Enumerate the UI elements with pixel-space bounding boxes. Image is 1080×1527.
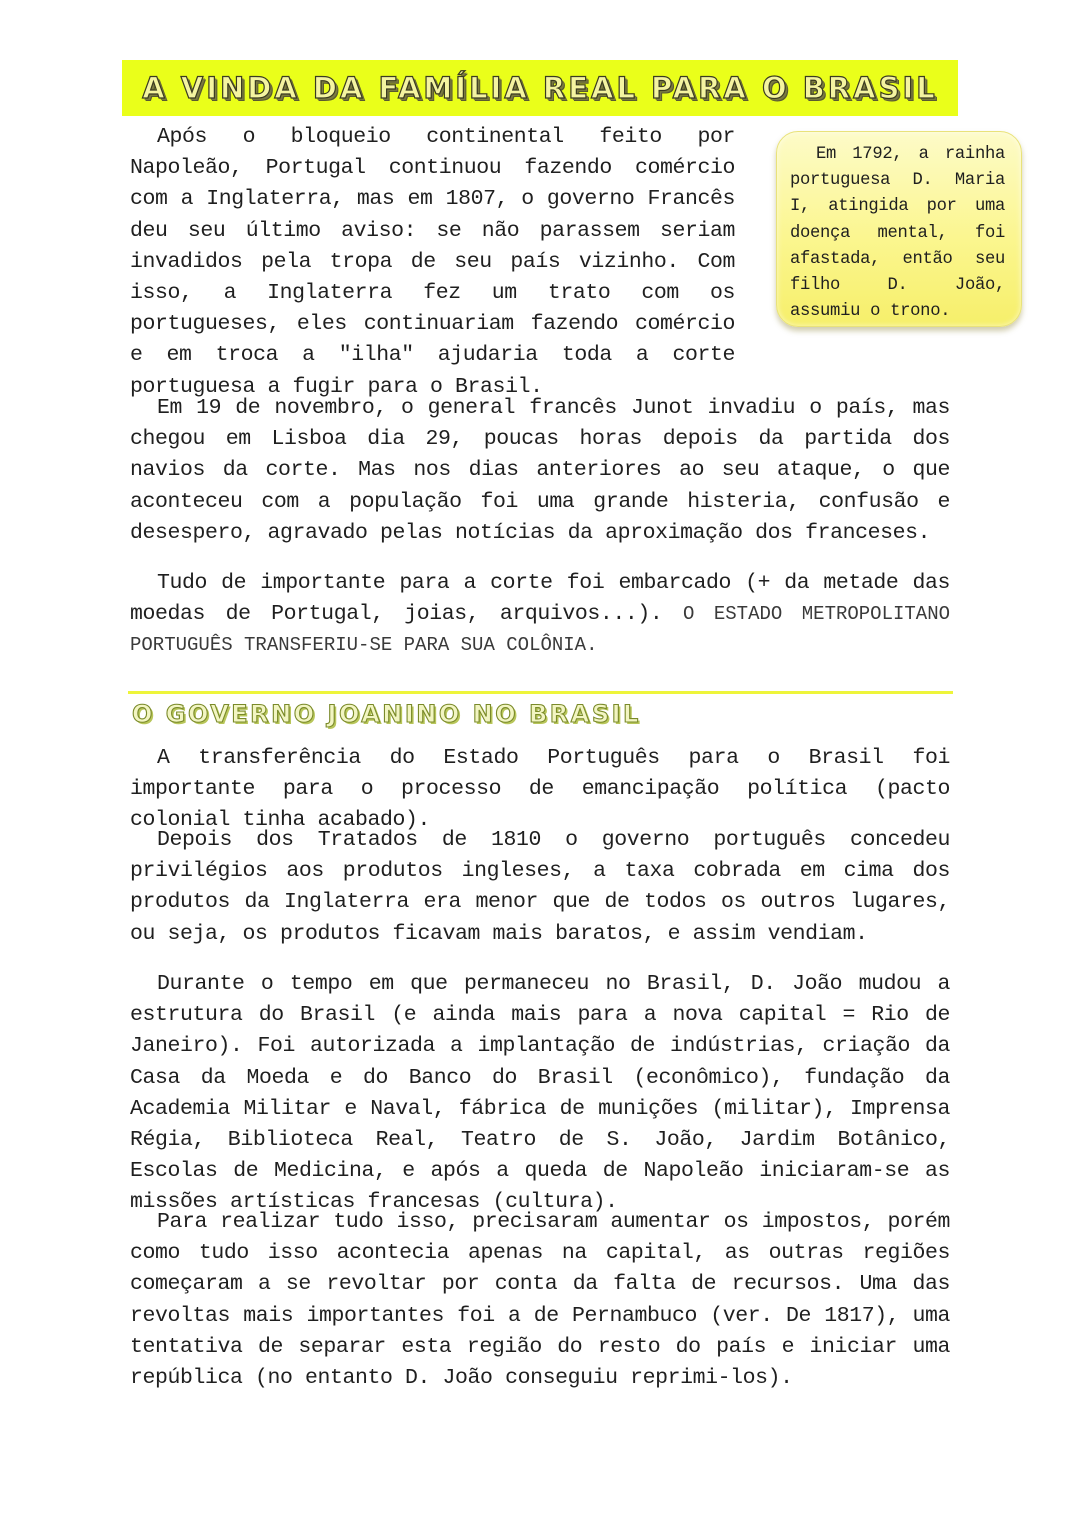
paragraph-continental-blockade: Após o bloqueio continental feito por Napoleão, Portugal continuou fazendo comércio com a Inglaterra, mas em 1807, o governo Francês deu seu último aviso: se não parassem seriam invadidos pela tropa de seu país vizinho. Com isso, a Inglaterra fez um trato com os portugueses, eles continuariam fazendo comércio e em troca a "ilha" ajudaria toda a corte portuguesa a fugir para o Brasil. <box>130 125 735 399</box>
page-title: A VINDA DA FAMÍLIA REAL PARA O BRASIL <box>142 71 938 105</box>
paragraph-state-transfer: A transferência do Estado Português para o Brasil foi importante para o processo de emancipação política (pacto colonial tinha acabado). <box>130 746 950 833</box>
paragraph-treaties-1810: Depois dos Tratados de 1810 o governo português concedeu privilégios aos produtos ingleses, a taxa cobrada em cima dos produtos da Inglaterra era menor que de todos os outros lugares, ou seja, os produtos ficavam mais baratos, e assim vendiam. <box>130 828 950 946</box>
section-divider <box>128 691 953 694</box>
paragraph-dom-joao-changes: Durante o tempo em que permaneceu no Brasil, D. João mudou a estrutura do Brasil (e ainda mais para a nova capital = Rio de Janeiro). Foi autorizada a implantação de indústrias, criação da Casa da Moeda e do Banco do Brasil (econômico), fundação da Academia Militar e Naval, fábrica de munições (militar), Imprensa Régia, Biblioteca Real, Teatro de S. João, Jardim Botânico, Escolas de Medicina, e após a queda de Napoleão iniciaram-se as missões artísticas francesas (cultura). <box>130 972 950 1215</box>
paragraph-junot-invasion: Em 19 de novembro, o general francês Junot invadiu o país, mas chegou em Lisboa dia 29, poucas horas depois da partida dos navios da corte. Mas nos dias anteriores ao seu ataque, o que aconteceu com a população foi uma grande histeria, confusão e desespero, agravado pelas notícias da aproximação dos franceses. <box>130 396 950 545</box>
title-banner <box>122 60 958 116</box>
callout-text: Em 1792, a rainha portuguesa D. Maria I, atingida por uma doença mental, foi afastada, então seu filho D. João, assumiu o trono. <box>790 145 1005 322</box>
callout-note <box>776 131 1022 327</box>
paragraph-caps-text: O ESTADO METROPOLITANO PORTUGUÊS TRANSFERIU-SE PARA SUA COLÔNIA. <box>130 603 950 657</box>
paragraph-taxes-revolts: Para realizar tudo isso, precisaram aumentar os impostos, porém como tudo isso acontecia apenas na capital, as outras regiões começaram a se revoltar por conta da falta de recursos. Uma das revoltas mais importantes foi a de Pernambuco (ver. De 1817), uma tentativa de separar esta região do resto do país e iniciar uma república (no entanto D. João conseguiu reprimi-los). <box>130 1210 950 1391</box>
paragraph-court-embarked <box>130 568 950 662</box>
section-heading: O GOVERNO JOANINO NO BRASIL <box>132 700 641 728</box>
paragraph-lead-text: Tudo de importante para a corte foi embarcado (+ da metade das moedas de Portugal, joias, arquivos...). <box>130 571 950 627</box>
